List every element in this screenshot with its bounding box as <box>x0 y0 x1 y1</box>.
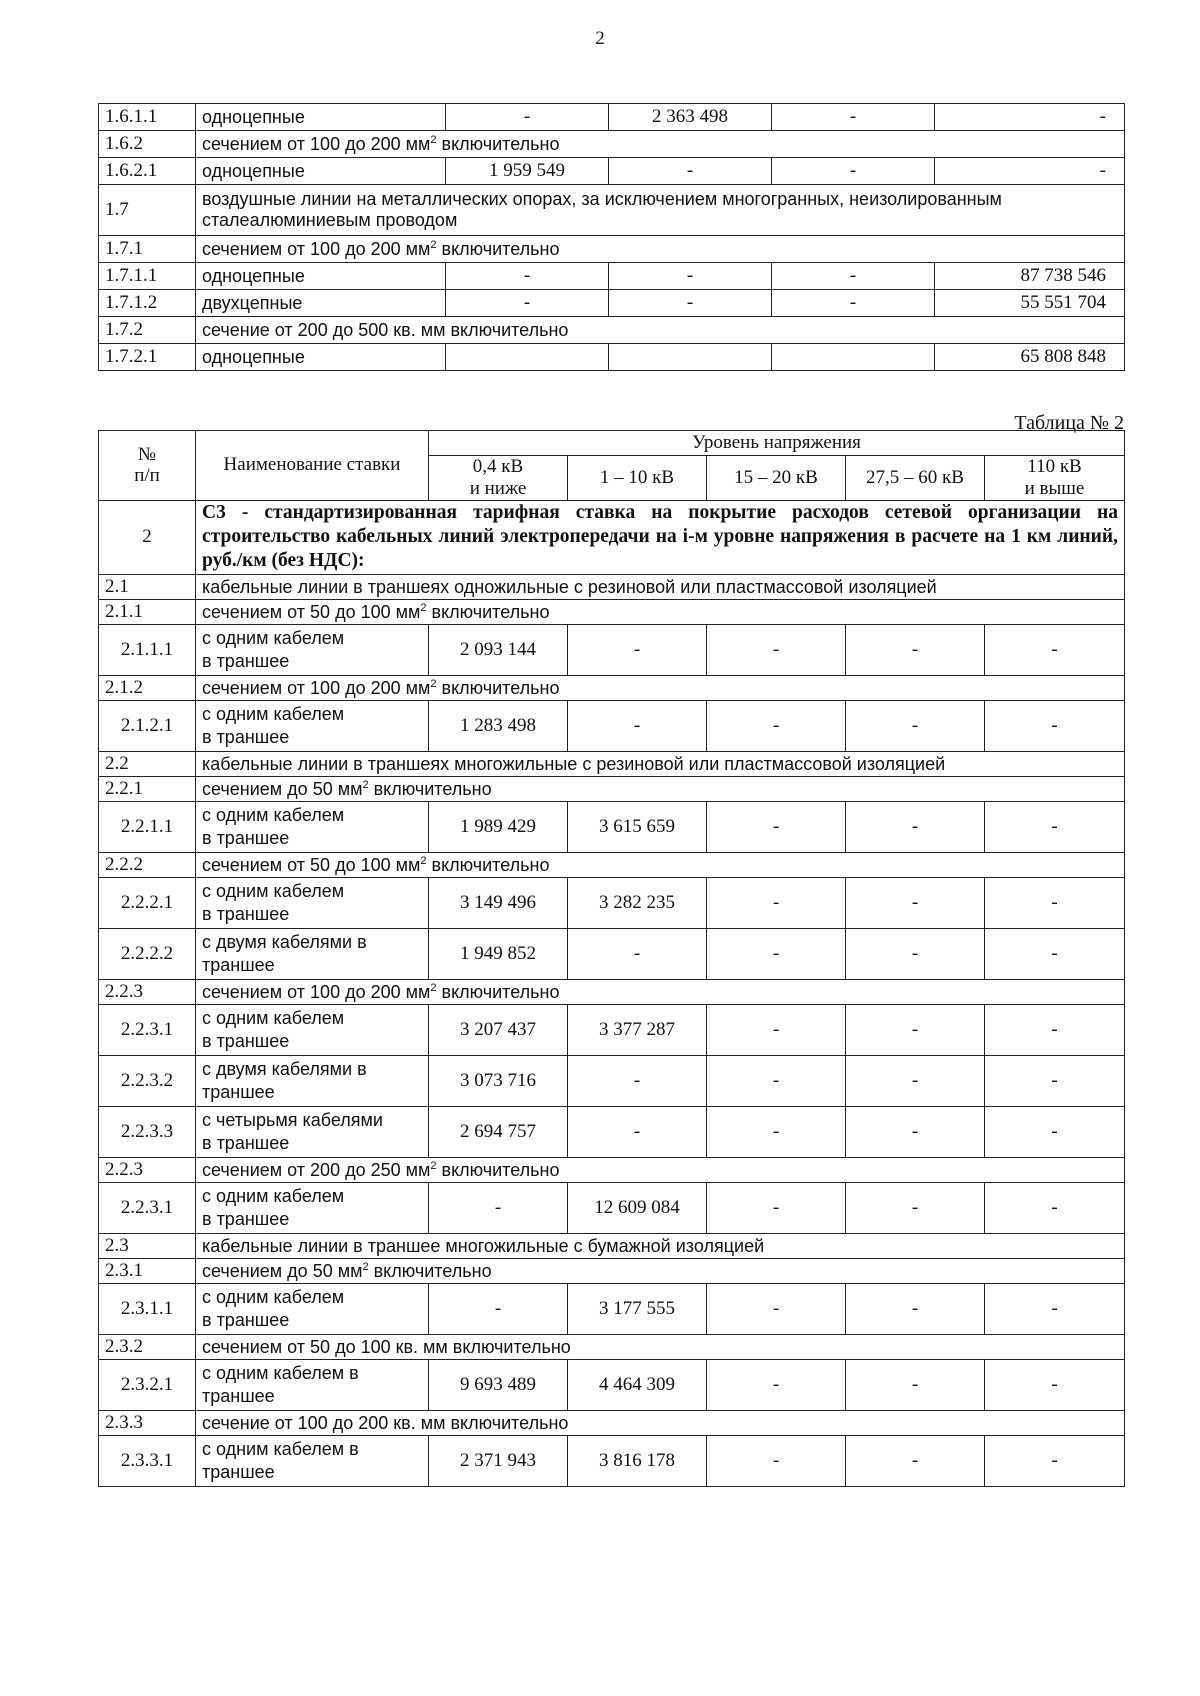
value-cell: 3 615 659 <box>568 801 707 852</box>
table-row <box>99 1435 1125 1486</box>
rate-name-text: одноцепные <box>202 346 305 367</box>
rate-name-text: кабельные линии в траншее многожильные с бумажной изоляцией <box>202 1235 765 1256</box>
value-cell: 1 949 852 <box>429 928 568 979</box>
value-cell: 2 694 757 <box>429 1106 568 1157</box>
header-voltage-level: 15 – 20 кВ <box>707 456 846 501</box>
value-cell: - <box>846 1359 985 1410</box>
row-number: 2.3.2.1 <box>99 1359 196 1410</box>
table-row <box>99 263 1125 290</box>
row-number: 2.3.3 <box>99 1410 196 1435</box>
row-number: 2.1.1.1 <box>99 624 196 675</box>
table-row <box>99 776 1125 801</box>
value-cell: 2 371 943 <box>429 1435 568 1486</box>
value-cell: - <box>568 928 707 979</box>
rate-name-text: с одним кабелем в траншее <box>202 805 345 848</box>
rate-name-text: воздушные линии на металлических опорах, за исключением многогранных, неизолированным сталеалюминиевым проводом <box>202 189 1002 230</box>
table-row <box>99 1283 1125 1334</box>
unit-superscript: 2 <box>420 854 427 867</box>
unit-superscript: 2 <box>420 601 427 614</box>
value-cell: - <box>935 104 1125 131</box>
value-cell: 87 738 546 <box>935 263 1125 290</box>
row-number: 2.1.2 <box>99 675 196 700</box>
row-number: 2.1 <box>99 574 196 599</box>
unit-superscript: 2 <box>430 1159 437 1172</box>
rate-name <box>196 500 1125 574</box>
value-cell: - <box>707 1283 846 1334</box>
value-cell: - <box>985 1106 1125 1157</box>
value-cell: - <box>568 624 707 675</box>
header-num: № п/п <box>99 431 196 501</box>
header-voltage-level: 1 – 10 кВ <box>568 456 707 501</box>
row-number: 1.7.1.2 <box>99 290 196 317</box>
value-cell: - <box>985 877 1125 928</box>
table-row <box>99 1334 1125 1359</box>
table-row <box>99 979 1125 1004</box>
value-cell: - <box>846 1004 985 1055</box>
rate-name-tail: включительно <box>436 677 560 698</box>
rate-name <box>196 185 1125 236</box>
rate-name-text: сечением до 50 мм <box>202 778 363 799</box>
rate-name-text: сечением от 100 до 200 мм <box>202 133 431 154</box>
value-cell: - <box>772 104 935 131</box>
rate-name-tail: включительно <box>436 238 560 259</box>
rate-name <box>196 131 1125 158</box>
value-cell: - <box>707 801 846 852</box>
rate-name-text: сечением от 50 до 100 мм <box>202 601 421 622</box>
rate-name-text: одноцепные <box>202 160 305 181</box>
header-voltage-level: 27,5 – 60 кВ <box>846 456 985 501</box>
value-cell: - <box>846 877 985 928</box>
rate-name <box>196 928 429 979</box>
value-cell: - <box>935 158 1125 185</box>
table-row <box>99 131 1125 158</box>
rate-name-text: с одним кабелем в траншее <box>202 1363 359 1406</box>
row-number: 2.2 <box>99 751 196 776</box>
row-number: 2.2.2.2 <box>99 928 196 979</box>
table-row <box>99 801 1125 852</box>
value-cell: - <box>609 158 772 185</box>
value-cell: 2 363 498 <box>609 104 772 131</box>
rate-name-text: с одним кабелем в траншее <box>202 881 345 924</box>
value-cell: 3 377 287 <box>568 1004 707 1055</box>
value-cell: - <box>772 263 935 290</box>
row-number: 1.7.1 <box>99 236 196 263</box>
tariff-table-continued <box>98 103 1125 371</box>
value-cell: - <box>985 1283 1125 1334</box>
row-number: 2.3.2 <box>99 1334 196 1359</box>
value-cell: - <box>985 700 1125 751</box>
rate-name-text: с двумя кабелями в траншее <box>202 932 367 975</box>
rate-name <box>196 1182 429 1233</box>
row-number: 2.1.1 <box>99 599 196 624</box>
rate-name-text: сечение от 100 до 200 кв. мм включительно <box>202 1412 569 1433</box>
table-row <box>99 877 1125 928</box>
value-cell: - <box>985 624 1125 675</box>
rate-name-text: одноцепные <box>202 265 305 286</box>
value-cell: - <box>609 263 772 290</box>
row-number: 2.2.3.3 <box>99 1106 196 1157</box>
rate-name <box>196 1233 1125 1258</box>
unit-superscript: 2 <box>430 133 437 146</box>
value-cell: 3 282 235 <box>568 877 707 928</box>
rate-name-text: сечение от 200 до 500 кв. мм включительно <box>202 319 569 340</box>
table-row <box>99 852 1125 877</box>
value-cell: 1 989 429 <box>429 801 568 852</box>
value-cell: - <box>985 1182 1125 1233</box>
rate-name <box>196 776 1125 801</box>
rate-name-tail: включительно <box>436 133 560 154</box>
value-cell: - <box>707 1182 846 1233</box>
rate-name <box>196 344 446 371</box>
rate-name <box>196 1106 429 1157</box>
value-cell: - <box>772 290 935 317</box>
value-cell: 3 177 555 <box>568 1283 707 1334</box>
value-cell: - <box>985 1004 1125 1055</box>
value-cell: - <box>609 290 772 317</box>
header-name: Наименование ставки <box>196 431 429 501</box>
value-cell: - <box>568 1055 707 1106</box>
row-number: 1.7 <box>99 185 196 236</box>
table-row <box>99 751 1125 776</box>
rate-name <box>196 158 446 185</box>
rate-name <box>196 1334 1125 1359</box>
rate-name <box>196 263 446 290</box>
unit-superscript: 2 <box>362 1260 369 1273</box>
table-row <box>99 1182 1125 1233</box>
table-row <box>99 928 1125 979</box>
header-voltage-level: 110 кВ и выше <box>985 456 1125 501</box>
rate-name <box>196 1157 1125 1182</box>
rate-name-text: с одним кабелем в траншее <box>202 1186 345 1229</box>
table-row <box>99 599 1125 624</box>
value-cell: 3 073 716 <box>429 1055 568 1106</box>
rate-name <box>196 104 446 131</box>
table-row <box>99 290 1125 317</box>
value-cell: 12 609 084 <box>568 1182 707 1233</box>
value-cell: - <box>707 624 846 675</box>
value-cell: - <box>846 928 985 979</box>
row-number: 2.3.1 <box>99 1258 196 1283</box>
rate-name <box>196 290 446 317</box>
row-number: 2.3.3.1 <box>99 1435 196 1486</box>
table-row <box>99 236 1125 263</box>
table-row <box>99 1258 1125 1283</box>
rate-name-text: с двумя кабелями в траншее <box>202 1059 367 1102</box>
table-row <box>99 1233 1125 1258</box>
rate-name <box>196 1004 429 1055</box>
rate-name-text: сечением от 50 до 100 мм <box>202 854 421 875</box>
row-number: 2.3 <box>99 1233 196 1258</box>
rate-name-tail: включительно <box>426 854 550 875</box>
rate-name-text: двухцепные <box>202 292 303 313</box>
table-row <box>99 700 1125 751</box>
rate-name <box>196 979 1125 1004</box>
value-cell: - <box>772 158 935 185</box>
rate-name <box>196 599 1125 624</box>
rate-name-text: сечением от 100 до 200 мм <box>202 238 431 259</box>
row-number: 2.3.1.1 <box>99 1283 196 1334</box>
rate-name-text: сечением от 100 до 200 мм <box>202 981 431 1002</box>
row-number: 2.2.3.2 <box>99 1055 196 1106</box>
rate-name-text: одноцепные <box>202 106 305 127</box>
rate-name <box>196 700 429 751</box>
value-cell: - <box>985 1055 1125 1106</box>
rate-name-text: сечением от 200 до 250 мм <box>202 1159 431 1180</box>
row-number: 2.2.1.1 <box>99 801 196 852</box>
rate-name-text: с одним кабелем в траншее <box>202 1287 345 1330</box>
rate-name-text: сечением от 100 до 200 мм <box>202 677 431 698</box>
row-number: 1.7.1.1 <box>99 263 196 290</box>
rate-name <box>196 624 429 675</box>
row-number: 2 <box>99 500 196 574</box>
rate-name <box>196 1258 1125 1283</box>
table-row <box>99 317 1125 344</box>
table-row <box>99 1359 1125 1410</box>
row-number: 1.6.1.1 <box>99 104 196 131</box>
table-row <box>99 624 1125 675</box>
value-cell <box>772 344 935 371</box>
value-cell: 3 149 496 <box>429 877 568 928</box>
rate-name-text: С3 - стандартизированная тарифная ставка на покрытие расходов сетевой организации на строительство кабельных линий электропередачи на i-м уровне напряжения в расчете на 1 км линий, руб./км (без НДС): <box>202 501 1119 572</box>
row-number: 1.7.2.1 <box>99 344 196 371</box>
page-number: 2 <box>595 28 605 49</box>
value-cell: - <box>707 1055 846 1106</box>
unit-superscript: 2 <box>430 238 437 251</box>
value-cell <box>446 344 609 371</box>
value-cell: 65 808 848 <box>935 344 1125 371</box>
value-cell: - <box>846 1106 985 1157</box>
header-voltage-level: 0,4 кВ и ниже <box>429 456 568 501</box>
unit-superscript: 2 <box>430 981 437 994</box>
value-cell: - <box>429 1182 568 1233</box>
tariff-table-2 <box>98 430 1125 1487</box>
value-cell: 9 693 489 <box>429 1359 568 1410</box>
row-number: 2.2.2.1 <box>99 877 196 928</box>
value-cell: - <box>707 1359 846 1410</box>
value-cell: - <box>846 700 985 751</box>
rate-name-text: кабельные линии в траншеях многожильные с резиновой или пластмассовой изоляцией <box>202 753 946 774</box>
value-cell: - <box>707 1435 846 1486</box>
rate-name-tail: включительно <box>426 601 550 622</box>
value-cell: 4 464 309 <box>568 1359 707 1410</box>
value-cell: - <box>846 801 985 852</box>
value-cell: - <box>707 877 846 928</box>
rate-name-text: с четырьмя кабелями в траншее <box>202 1110 383 1153</box>
value-cell: - <box>707 1004 846 1055</box>
value-cell: - <box>568 700 707 751</box>
rate-name-text: с одним кабелем в траншее <box>202 1439 359 1482</box>
table-row <box>99 574 1125 599</box>
table-row <box>99 1410 1125 1435</box>
table-row <box>99 344 1125 371</box>
value-cell: 3 816 178 <box>568 1435 707 1486</box>
rate-name-tail: включительно <box>368 1260 492 1281</box>
rate-name <box>196 1283 429 1334</box>
value-cell: 2 093 144 <box>429 624 568 675</box>
value-cell: - <box>985 928 1125 979</box>
value-cell: - <box>568 1106 707 1157</box>
value-cell: - <box>846 624 985 675</box>
rate-name-text: с одним кабелем в траншее <box>202 704 345 747</box>
value-cell: 1 283 498 <box>429 700 568 751</box>
rate-name <box>196 1359 429 1410</box>
value-cell: - <box>429 1283 568 1334</box>
unit-superscript: 2 <box>430 677 437 690</box>
rate-name-text: с одним кабелем в траншее <box>202 628 345 671</box>
table-row <box>99 1106 1125 1157</box>
table-row <box>99 1004 1125 1055</box>
rate-name <box>196 317 1125 344</box>
row-number: 2.2.3 <box>99 1157 196 1182</box>
value-cell: - <box>446 263 609 290</box>
row-number: 1.6.2 <box>99 131 196 158</box>
rate-name <box>196 574 1125 599</box>
row-number: 1.6.2.1 <box>99 158 196 185</box>
rate-name-text: с одним кабелем в траншее <box>202 1008 345 1051</box>
row-number: 2.2.3.1 <box>99 1004 196 1055</box>
value-cell <box>609 344 772 371</box>
row-number: 2.2.3.1 <box>99 1182 196 1233</box>
table-row <box>99 104 1125 131</box>
table-row <box>99 185 1125 236</box>
table-row <box>99 158 1125 185</box>
value-cell: - <box>985 1359 1125 1410</box>
table-row <box>99 1157 1125 1182</box>
table-caption: Таблица № 2 <box>1014 412 1124 434</box>
rate-name-text: сечением до 50 мм <box>202 1260 363 1281</box>
row-number: 2.2.1 <box>99 776 196 801</box>
table-row <box>99 500 1125 574</box>
unit-superscript: 2 <box>362 778 369 791</box>
value-cell: - <box>846 1182 985 1233</box>
value-cell: 1 959 549 <box>446 158 609 185</box>
value-cell: - <box>707 928 846 979</box>
value-cell: - <box>846 1055 985 1106</box>
table-row <box>99 1055 1125 1106</box>
value-cell: - <box>846 1283 985 1334</box>
rate-name <box>196 751 1125 776</box>
value-cell: - <box>707 1106 846 1157</box>
rate-name <box>196 675 1125 700</box>
header-voltage-group: Уровень напряжения <box>429 431 1125 456</box>
rate-name <box>196 236 1125 263</box>
rate-name-text: кабельные линии в траншеях одножильные с резиновой или пластмассовой изоляцией <box>202 576 937 597</box>
rate-name-tail: включительно <box>368 778 492 799</box>
rate-name <box>196 852 1125 877</box>
rate-name <box>196 877 429 928</box>
row-number: 1.7.2 <box>99 317 196 344</box>
value-cell: - <box>846 1435 985 1486</box>
rate-name-tail: включительно <box>436 981 560 1002</box>
value-cell: - <box>985 1435 1125 1486</box>
row-number: 2.2.2 <box>99 852 196 877</box>
rate-name <box>196 1055 429 1106</box>
rate-name <box>196 801 429 852</box>
row-number: 2.1.2.1 <box>99 700 196 751</box>
rate-name-tail: включительно <box>436 1159 560 1180</box>
value-cell: - <box>446 104 609 131</box>
value-cell: - <box>985 801 1125 852</box>
value-cell: - <box>707 700 846 751</box>
rate-name <box>196 1435 429 1486</box>
value-cell: - <box>446 290 609 317</box>
value-cell: 3 207 437 <box>429 1004 568 1055</box>
rate-name <box>196 1410 1125 1435</box>
table-row <box>99 675 1125 700</box>
rate-name-text: сечением от 50 до 100 кв. мм включительно <box>202 1336 571 1357</box>
row-number: 2.2.3 <box>99 979 196 1004</box>
value-cell: 55 551 704 <box>935 290 1125 317</box>
